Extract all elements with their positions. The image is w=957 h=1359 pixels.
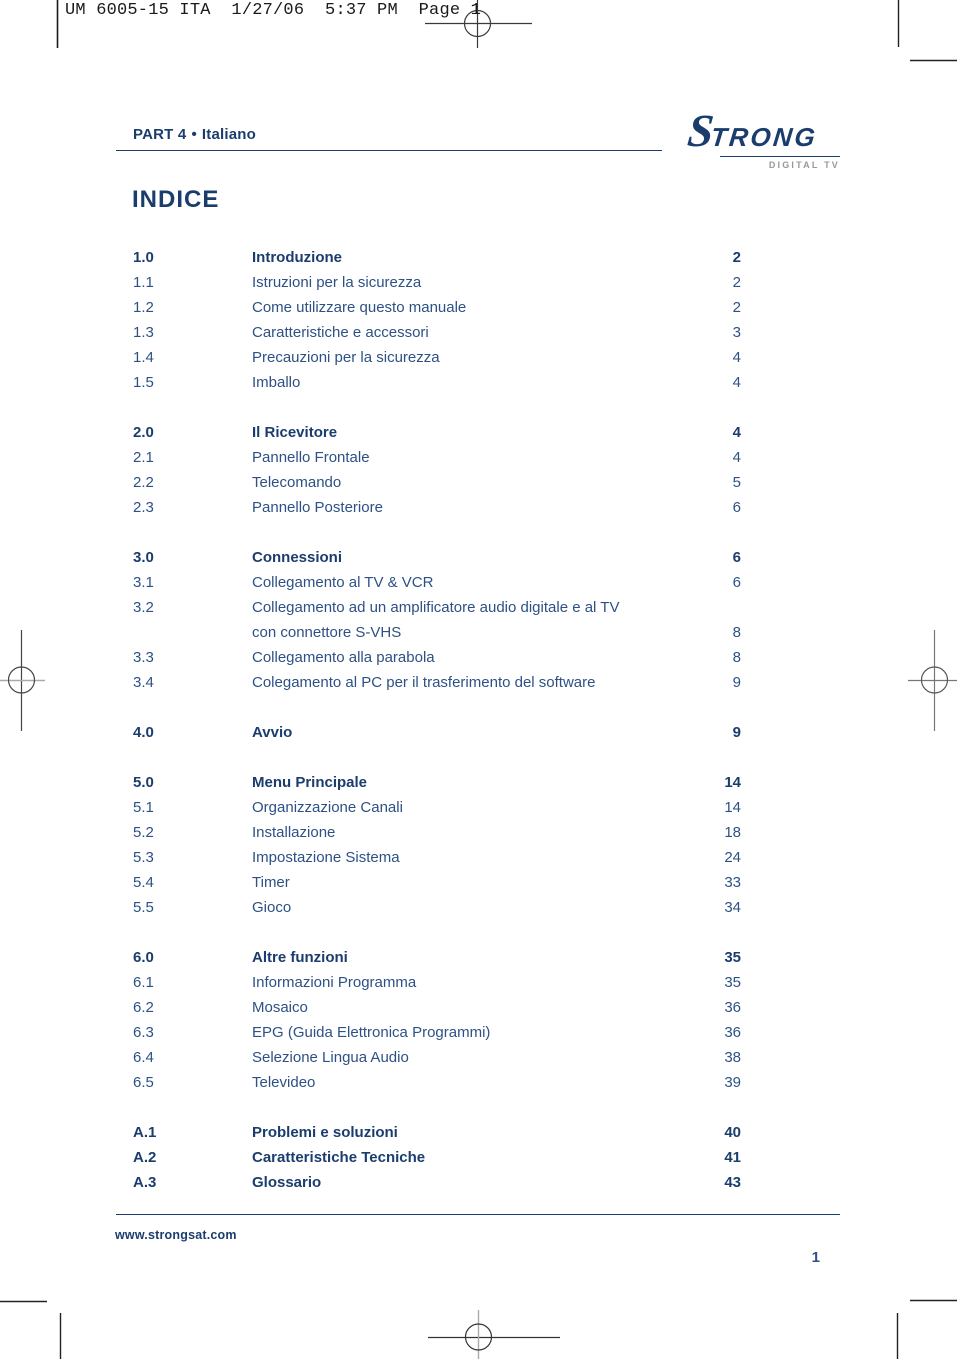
toc-row-number: 2.2 bbox=[133, 474, 154, 491]
toc-row-title: Mosaico bbox=[252, 999, 308, 1016]
toc-section bbox=[133, 420, 741, 520]
toc-row-number: 1.2 bbox=[133, 299, 154, 316]
toc-row-title: Connessioni bbox=[252, 549, 343, 566]
toc-row-number: 3.2 bbox=[133, 599, 154, 616]
toc-row bbox=[133, 620, 741, 645]
toc-row-title: Altre funzioni bbox=[252, 949, 348, 966]
toc-row bbox=[133, 245, 741, 270]
toc-row-page: 2 bbox=[732, 274, 741, 291]
toc-row bbox=[133, 270, 741, 295]
toc-row-number: 4.0 bbox=[133, 724, 154, 741]
toc-row-number: 2.1 bbox=[133, 449, 154, 466]
toc-row-title: Istruzioni per la sicurezza bbox=[252, 274, 422, 291]
toc-row-number: 1.0 bbox=[133, 249, 154, 266]
toc-row-title: Introduzione bbox=[252, 249, 342, 266]
toc-row-page: 34 bbox=[724, 899, 741, 916]
toc-row-title: Televideo bbox=[252, 1074, 316, 1091]
toc-section bbox=[133, 1120, 741, 1195]
toc-row-title: Il Ricevitore bbox=[252, 424, 338, 441]
page-title: INDICE bbox=[132, 186, 220, 213]
toc-row-number: 6.4 bbox=[133, 1049, 154, 1066]
toc-row-page: 35 bbox=[724, 974, 741, 991]
toc-row bbox=[133, 645, 741, 670]
toc-row-page: 14 bbox=[724, 799, 741, 816]
toc-row-title: Pannello Frontale bbox=[252, 449, 370, 466]
toc-row bbox=[133, 470, 741, 495]
toc-row-page: 4 bbox=[732, 374, 741, 391]
toc-row-title: Timer bbox=[252, 874, 290, 891]
toc-row-title: Menu Principale bbox=[252, 774, 368, 791]
toc-row-title: Caratteristiche Tecniche bbox=[252, 1149, 426, 1166]
toc-row-number: 2.3 bbox=[133, 499, 154, 516]
toc-row-number: 5.4 bbox=[133, 874, 154, 891]
logo-underline bbox=[720, 156, 840, 157]
toc bbox=[133, 245, 741, 1195]
toc-row-page: 18 bbox=[724, 824, 741, 841]
toc-row-title: Informazioni Programma bbox=[252, 974, 417, 991]
toc-row-number: 6.2 bbox=[133, 999, 154, 1016]
toc-row bbox=[133, 870, 741, 895]
toc-row bbox=[133, 895, 741, 920]
toc-row-page: 24 bbox=[724, 849, 741, 866]
toc-row-number: 6.1 bbox=[133, 974, 154, 991]
toc-row bbox=[133, 570, 741, 595]
toc-row-page: 4 bbox=[732, 349, 741, 366]
toc-row bbox=[133, 720, 741, 745]
toc-row-page: 39 bbox=[724, 1074, 741, 1091]
toc-row-title: Colegamento al PC per il trasferimento del software bbox=[252, 674, 596, 691]
toc-row-title: Organizzazione Canali bbox=[252, 799, 403, 816]
toc-row bbox=[133, 970, 741, 995]
toc-row-number: A.2 bbox=[133, 1149, 157, 1166]
toc-row-title: con connettore S-VHS bbox=[252, 624, 402, 641]
toc-row-number: 1.4 bbox=[133, 349, 154, 366]
toc-row-number: 3.1 bbox=[133, 574, 154, 591]
part-label: PART 4 bbox=[133, 126, 187, 143]
toc-row bbox=[133, 295, 741, 320]
toc-section bbox=[133, 945, 741, 1095]
toc-row-page: 36 bbox=[724, 999, 741, 1016]
toc-row bbox=[133, 995, 741, 1020]
toc-row-page: 36 bbox=[724, 1024, 741, 1041]
toc-row-title: Collegamento ad un amplificatore audio digitale e al TV bbox=[252, 599, 620, 616]
toc-row-title: Collegamento al TV & VCR bbox=[252, 574, 434, 591]
toc-row-title: EPG (Guida Elettronica Programmi) bbox=[252, 1024, 491, 1041]
toc-row-page: 41 bbox=[724, 1149, 741, 1166]
toc-row bbox=[133, 445, 741, 470]
toc-row-title: Problemi e soluzioni bbox=[252, 1124, 398, 1141]
toc-row-page: 33 bbox=[724, 874, 741, 891]
toc-row-page: 2 bbox=[732, 299, 741, 316]
toc-row-title: Selezione Lingua Audio bbox=[252, 1049, 409, 1066]
toc-row-number: A.1 bbox=[133, 1124, 157, 1141]
header-divider bbox=[116, 150, 662, 151]
language-label: Italiano bbox=[201, 126, 256, 143]
proof-slug-text: UM 6005-15 ITA 1/27/06 5:37 PM Page 1 bbox=[65, 1, 482, 20]
toc-row bbox=[133, 595, 741, 620]
toc-row-page: 38 bbox=[724, 1049, 741, 1066]
part-language-header bbox=[133, 126, 256, 143]
toc-row-title: Imballo bbox=[252, 374, 301, 391]
footer-website: www.strongsat.com bbox=[115, 1228, 237, 1242]
toc-row-title: Gioco bbox=[252, 899, 292, 916]
toc-row bbox=[133, 370, 741, 395]
toc-row-number: 1.5 bbox=[133, 374, 154, 391]
toc-row-page: 8 bbox=[732, 649, 741, 666]
toc-row-page: 9 bbox=[732, 724, 741, 741]
toc-row-number: 1.1 bbox=[133, 274, 154, 291]
toc-row-page: 14 bbox=[724, 774, 741, 791]
toc-row-title: Caratteristiche e accessori bbox=[252, 324, 429, 341]
toc-row-page: 2 bbox=[732, 249, 741, 266]
logo-tagline: DIGITAL TV bbox=[768, 160, 840, 170]
toc-row-page: 5 bbox=[732, 474, 741, 491]
toc-row-page: 35 bbox=[724, 949, 741, 966]
toc-row-number: 5.0 bbox=[133, 774, 154, 791]
toc-section bbox=[133, 770, 741, 920]
toc-row bbox=[133, 1070, 741, 1095]
toc-row-page: 40 bbox=[724, 1124, 741, 1141]
bullet-separator: • bbox=[191, 126, 197, 143]
toc-row bbox=[133, 820, 741, 845]
toc-section bbox=[133, 545, 741, 695]
toc-row bbox=[133, 1145, 741, 1170]
toc-row-number: 2.0 bbox=[133, 424, 154, 441]
toc-row bbox=[133, 420, 741, 445]
toc-row-number: 3.0 bbox=[133, 549, 154, 566]
toc-row-page: 6 bbox=[732, 574, 741, 591]
toc-row-page: 6 bbox=[732, 549, 741, 566]
toc-row bbox=[133, 1120, 741, 1145]
toc-row-page: 4 bbox=[732, 424, 741, 441]
toc-row-number: 5.1 bbox=[133, 799, 154, 816]
toc-row-title: Telecomando bbox=[252, 474, 342, 491]
strong-logo bbox=[685, 105, 840, 170]
toc-row-number: 5.2 bbox=[133, 824, 154, 841]
footer-divider bbox=[116, 1214, 840, 1215]
toc-row-title: Come utilizzare questo manuale bbox=[252, 299, 467, 316]
toc-row bbox=[133, 795, 741, 820]
toc-row bbox=[133, 495, 741, 520]
toc-row-title: Impostazione Sistema bbox=[252, 849, 400, 866]
toc-row-title: Avvio bbox=[252, 724, 293, 741]
toc-row-number: 6.3 bbox=[133, 1024, 154, 1041]
toc-row-title: Pannello Posteriore bbox=[252, 499, 383, 516]
toc-row bbox=[133, 670, 741, 695]
toc-row-number: 6.0 bbox=[133, 949, 154, 966]
toc-row-page: 6 bbox=[732, 499, 741, 516]
toc-row bbox=[133, 320, 741, 345]
logo-wordmark bbox=[685, 105, 843, 156]
toc-row bbox=[133, 770, 741, 795]
toc-row-number: 3.4 bbox=[133, 674, 154, 691]
toc-row-number: 6.5 bbox=[133, 1074, 154, 1091]
toc-row-page: 4 bbox=[732, 449, 741, 466]
toc-row bbox=[133, 545, 741, 570]
toc-row bbox=[133, 1045, 741, 1070]
toc-section bbox=[133, 245, 741, 395]
toc-row-title: Collegamento alla parabola bbox=[252, 649, 435, 666]
toc-row-title: Precauzioni per la sicurezza bbox=[252, 349, 440, 366]
toc-row bbox=[133, 1170, 741, 1195]
toc-row-number: 5.5 bbox=[133, 899, 154, 916]
toc-row bbox=[133, 1020, 741, 1045]
toc-row-number: A.3 bbox=[133, 1174, 157, 1191]
logo-letter-s: S bbox=[685, 105, 717, 156]
toc-row-page: 8 bbox=[732, 624, 741, 641]
toc-row bbox=[133, 845, 741, 870]
toc-row-number: 3.3 bbox=[133, 649, 154, 666]
toc-row-number: 5.3 bbox=[133, 849, 154, 866]
toc-row-page: 43 bbox=[724, 1174, 741, 1191]
toc-section bbox=[133, 720, 741, 745]
toc-row-number: 1.3 bbox=[133, 324, 154, 341]
toc-row bbox=[133, 945, 741, 970]
toc-row-title: Glossario bbox=[252, 1174, 322, 1191]
footer-page-number: 1 bbox=[811, 1249, 820, 1266]
toc-row-title: Installazione bbox=[252, 824, 336, 841]
toc-row bbox=[133, 345, 741, 370]
logo-letters-trong: TRONG bbox=[709, 122, 819, 152]
toc-row-page: 3 bbox=[732, 324, 741, 341]
toc-row-page: 9 bbox=[732, 674, 741, 691]
